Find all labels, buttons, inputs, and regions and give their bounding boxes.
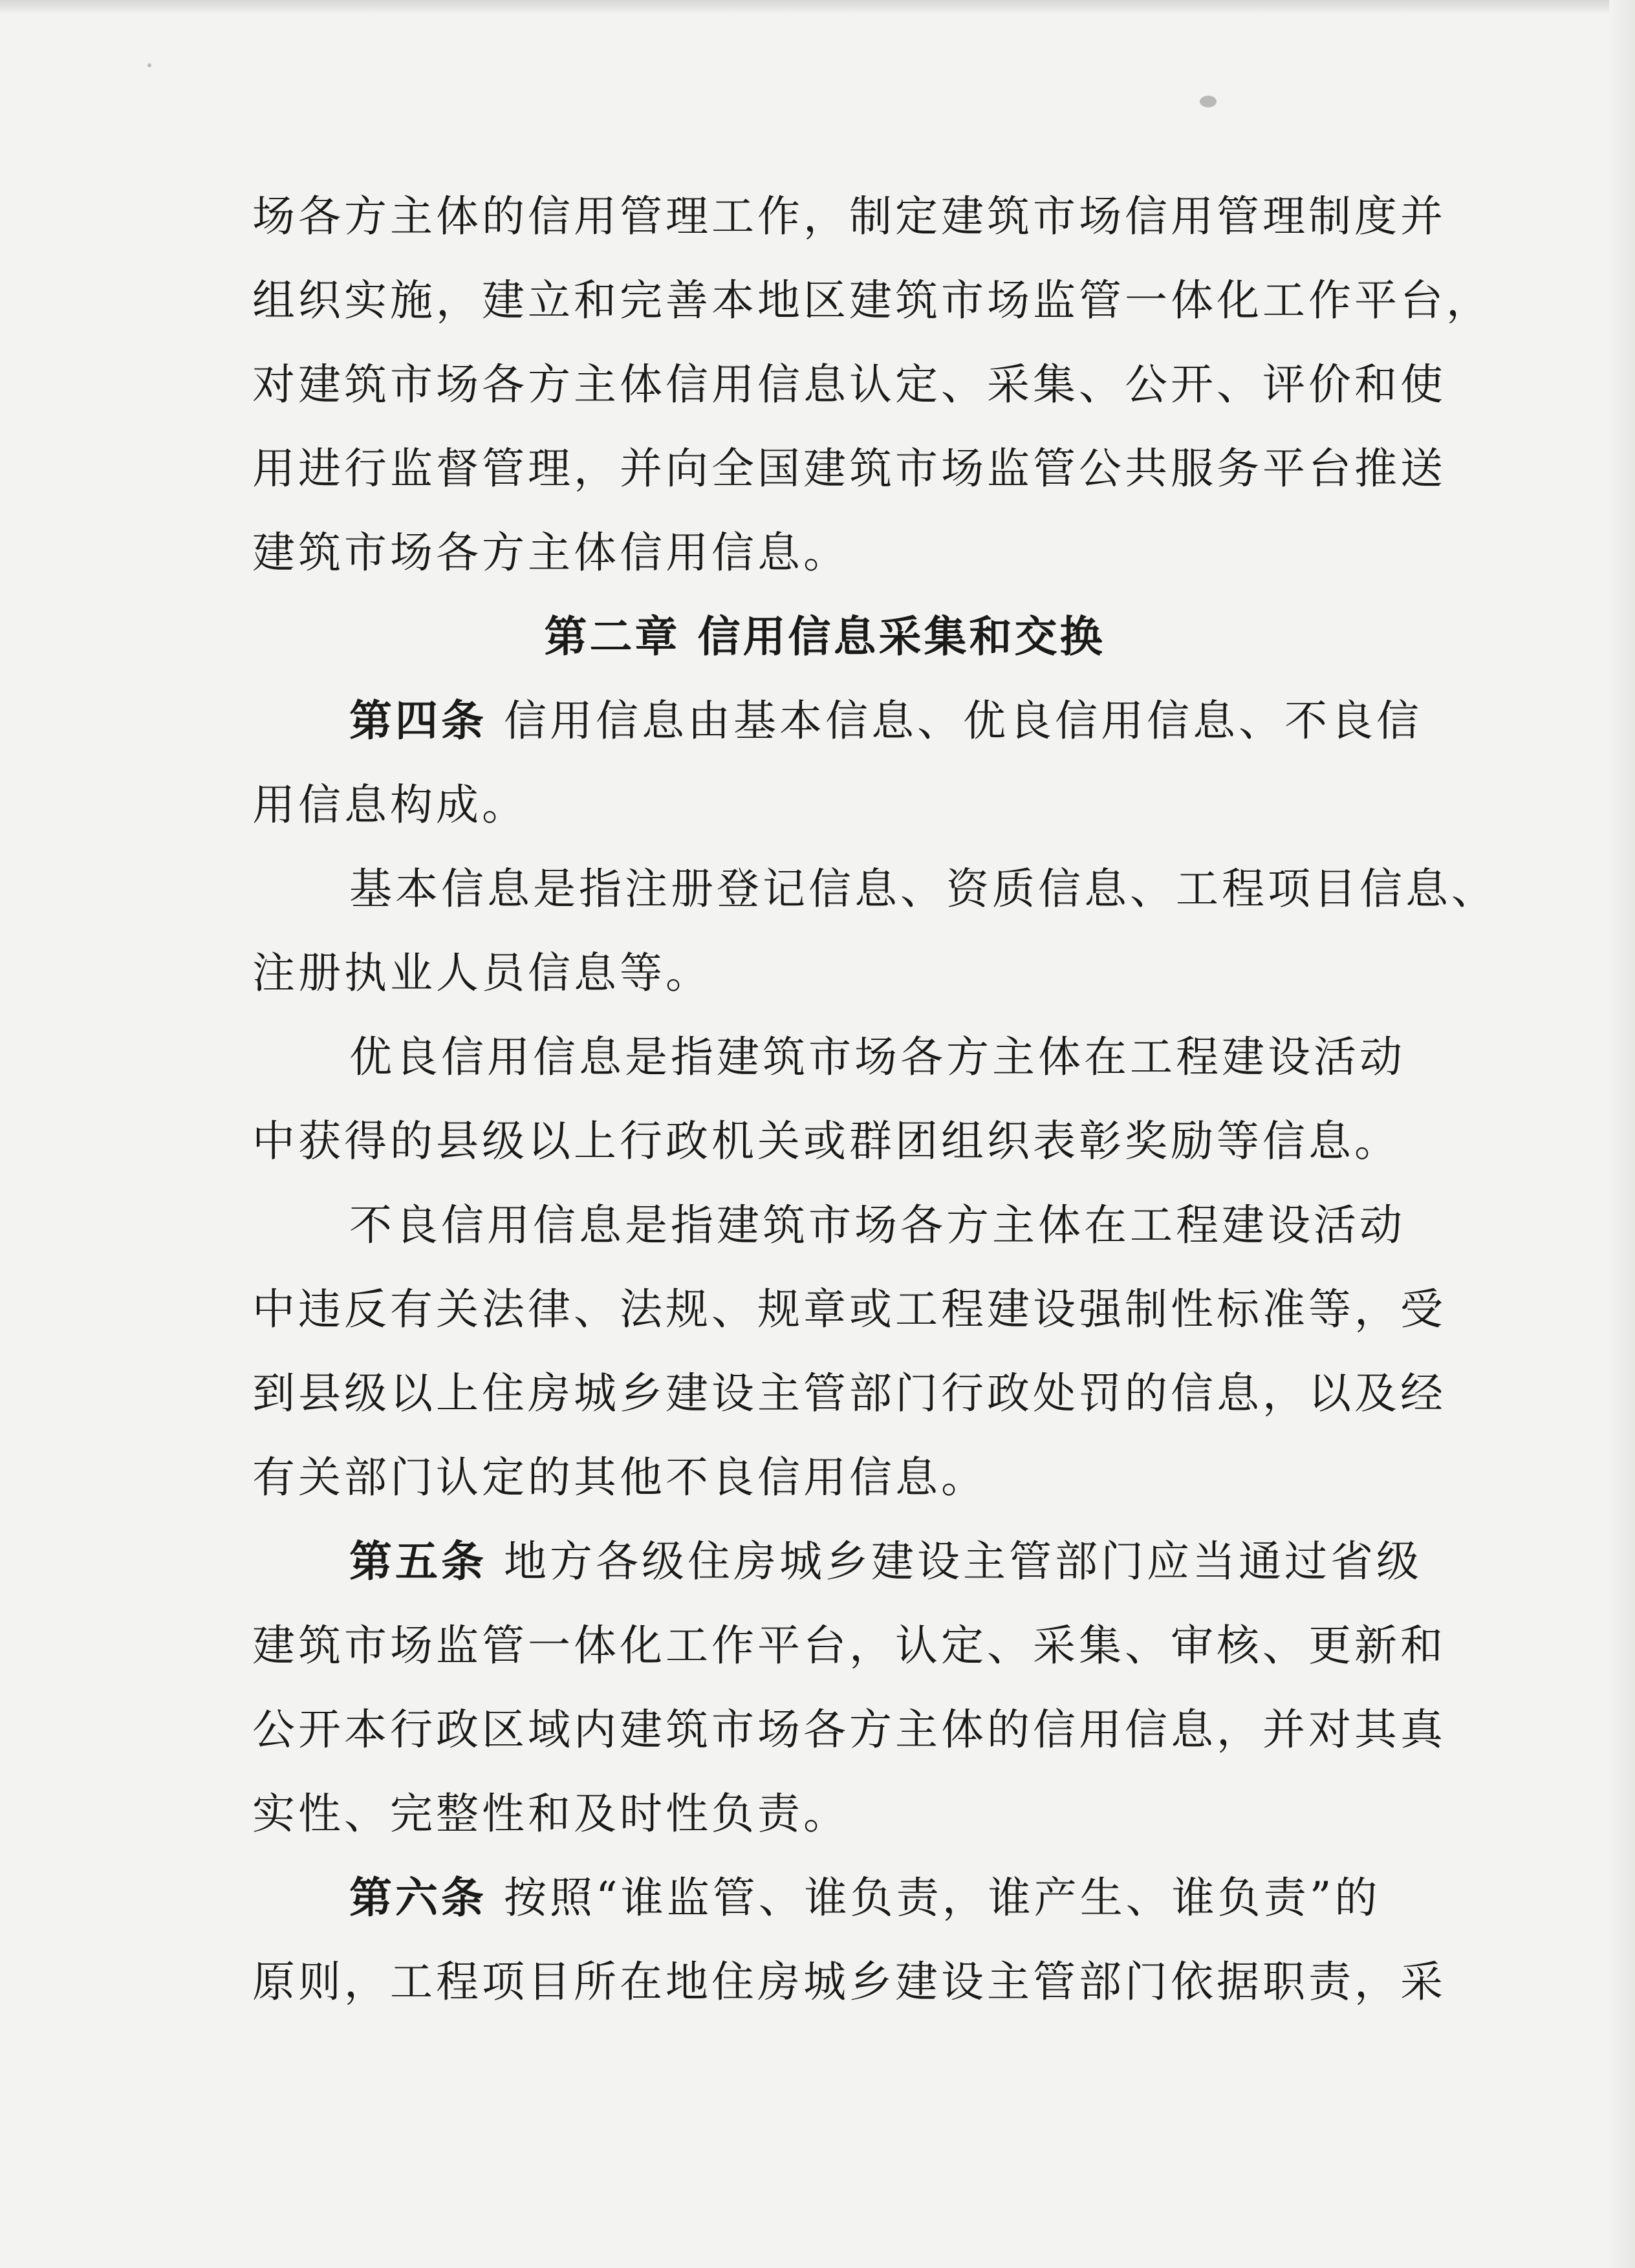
chapter-heading: 第二章 信用信息采集和交换 xyxy=(544,612,1105,662)
scan-speck xyxy=(1200,96,1217,107)
paragraph-line: 到县级以上住房城乡建设主管部门行政处罚的信息，以及经 xyxy=(252,1368,1446,1418)
paragraph-line: 中违反有关法律、法规、规章或工程建设强制性标准等，受 xyxy=(252,1284,1446,1334)
article-label: 第六条 xyxy=(349,1873,487,1923)
paragraph-line: 原则，工程项目所在地住房城乡建设主管部门依据职责，采 xyxy=(252,1957,1446,2007)
paragraph-line: 用进行监督管理，并向全国建筑市场监管公共服务平台推送 xyxy=(252,444,1446,493)
paragraph-line: 建筑市场监管一体化工作平台，认定、采集、审核、更新和 xyxy=(252,1621,1446,1670)
paragraph-line: 组织实施，建立和完善本地区建筑市场监管一体化工作平台， xyxy=(252,275,1492,325)
paragraph-line: 有关部门认定的其他不良信用信息。 xyxy=(252,1453,987,1502)
paragraph-first-line: 基本信息是指注册登记信息、资质信息、工程项目信息、 xyxy=(349,864,1497,914)
article-line xyxy=(252,1520,1422,1604)
paragraph-line: 用信息构成。 xyxy=(252,780,528,830)
article-text: 信用信息由基本信息、优良信用信息、不良信 xyxy=(487,696,1422,746)
paragraph-line: 实性、完整性和及时性负责。 xyxy=(252,1789,849,1839)
paragraph-line: 公开本行政区域内建筑市场各方主体的信用信息，并对其真 xyxy=(252,1705,1446,1755)
paragraph-first-line: 优良信用信息是指建筑市场各方主体在工程建设活动 xyxy=(349,1032,1405,1082)
article-text: 地方各级住房城乡建设主管部门应当通过省级 xyxy=(487,1537,1422,1586)
document-body xyxy=(252,175,1497,2024)
article-text: 按照“谁监管、谁负责，谁产生、谁负责”的 xyxy=(487,1873,1381,1923)
article-line xyxy=(252,1856,1397,1940)
paragraph-line: 注册执业人员信息等。 xyxy=(252,948,711,998)
scan-top-edge xyxy=(0,0,1635,14)
article-line xyxy=(252,679,1422,763)
paragraph-line: 建筑市场各方主体信用信息。 xyxy=(252,528,849,578)
paragraph-line: 场各方主体的信用管理工作，制定建筑市场信用管理制度并 xyxy=(252,191,1446,241)
paragraph-line: 中获得的县级以上行政机关或群团组织表彰奖励等信息。 xyxy=(252,1116,1400,1166)
scan-speck xyxy=(147,63,151,67)
paragraph-line: 对建筑市场各方主体信用信息认定、采集、公开、评价和使 xyxy=(252,360,1446,409)
article-label: 第五条 xyxy=(349,1537,487,1586)
paragraph-first-line: 不良信用信息是指建筑市场各方主体在工程建设活动 xyxy=(349,1200,1405,1250)
article-label: 第四条 xyxy=(349,696,487,746)
scan-right-edge xyxy=(1609,0,1635,2268)
